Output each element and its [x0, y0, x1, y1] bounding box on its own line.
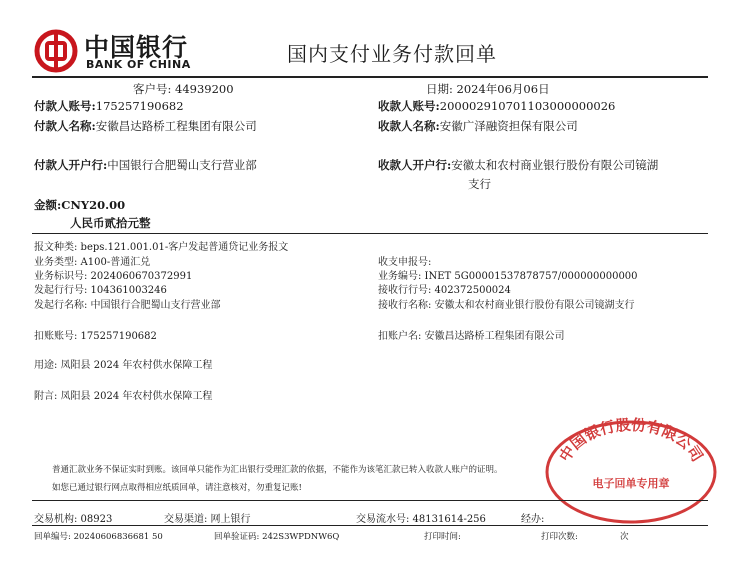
date-value: 2024年06月06日 — [456, 82, 550, 96]
debit-name: 扣账户名: 安徽昌达路桥工程集团有限公司 — [378, 331, 565, 342]
payer-bank — [34, 157, 257, 173]
footer-divider — [32, 500, 708, 501]
purpose: 用途: 凤阳县 2024 年农村供水保障工程 — [34, 360, 213, 371]
stamp-outer-text: 中国银行股份有限公司 — [555, 415, 707, 465]
payee-name-value: 安徽广泽融资担保有限公司 — [439, 119, 578, 133]
notice-line-1: 普通汇款业务不保证实时到账。该回单只能作为汇出银行受理汇款的依据，不能作为该笔汇款已转入收款人账户的证明。 — [52, 465, 503, 475]
payer-name-label: 付款人名称: — [34, 119, 96, 133]
payer-bank-label: 付款人开户行: — [34, 158, 108, 172]
biz-type: 业务类型: A100-普通汇兑 — [34, 257, 151, 268]
stamp-inner-text: 电子回单专用章 — [592, 477, 670, 490]
payee-name — [378, 118, 578, 134]
payer-account-label: 付款人账号: — [34, 99, 96, 113]
initiator-name: 发起行名称: 中国银行合肥蜀山支行营业部 — [34, 300, 221, 311]
payee-account-label: 收款人账号: — [378, 99, 440, 113]
handler: 经办: — [521, 514, 545, 525]
page-title: 国内支付业务付款回单 — [287, 42, 497, 66]
initiator-no: 发起行行号: 104361003246 — [34, 285, 167, 296]
mid-divider — [32, 233, 708, 234]
payee-bank-label: 收款人开户行: — [378, 158, 452, 172]
biz-no: 业务编号: INET 5G00001537878757/000000000000 — [378, 271, 638, 282]
footer-bottom-divider — [32, 525, 708, 526]
debit-account: 扣账账号: 175257190682 — [34, 331, 157, 342]
customer-no-value: 44939200 — [175, 82, 234, 96]
payee-name-label: 收款人名称: — [378, 119, 440, 133]
print-count-unit: 次 — [620, 532, 629, 542]
receiver-name: 接收行名称: 安徽太和农村商业银行股份有限公司镜湖支行 — [378, 300, 635, 311]
payer-name — [34, 118, 257, 134]
payer-account-value: 175257190682 — [95, 99, 184, 113]
notice-line-2: 如您已通过银行网点取得相应纸质回单，请注意核对，勿重复记账! — [52, 483, 302, 493]
amount-value: CNY20.00 — [61, 198, 126, 212]
amount — [34, 197, 125, 213]
amount-label: 金额: — [34, 198, 62, 212]
payee-bank — [378, 157, 658, 173]
top-divider — [32, 76, 708, 78]
msg-type: 报文种类: beps.121.001.01-客户发起普通贷记业务报文 — [34, 242, 289, 253]
bank-name-cn: 中国银行 — [84, 33, 189, 62]
trade-channel: 交易渠道: 网上银行 — [164, 514, 251, 525]
payee-account-value: 200002910701103000000026 — [439, 99, 616, 113]
customer-no-label: 客户号: — [133, 82, 172, 96]
boc-logo-icon — [34, 29, 78, 73]
amount-in-words: 人民币贰拾元整 — [70, 216, 151, 230]
receipt-report-no: 收支申报号: — [378, 257, 432, 268]
trade-serial: 交易流水号: 48131614-256 — [356, 514, 486, 525]
biz-id: 业务标识号: 2024060670372991 — [34, 271, 193, 282]
payer-bank-value: 中国银行合肥蜀山支行营业部 — [107, 158, 257, 172]
print-count: 打印次数: — [541, 532, 578, 542]
print-time: 打印时间: — [424, 532, 461, 542]
receiver-no: 接收行行号: 402372500024 — [378, 285, 511, 296]
official-stamp — [542, 414, 720, 526]
trade-org: 交易机构: 08923 — [34, 514, 113, 525]
date-label: 日期: — [426, 82, 453, 96]
payer-account — [34, 98, 184, 114]
bank-logo — [34, 26, 191, 76]
bank-name-en: BANK OF CHINA — [86, 58, 191, 71]
payee-account — [378, 98, 615, 114]
customer-no — [133, 81, 234, 97]
receipt-date — [426, 81, 550, 97]
payee-bank-line2: 支行 — [468, 177, 491, 191]
receipt-no: 回单编号: 20240606836681 50 — [34, 532, 163, 542]
postscript: 附言: 凤阳县 2024 年农村供水保障工程 — [34, 391, 213, 402]
verify-code: 回单验证码: 242S3WPDNW6Q — [214, 532, 340, 542]
payer-name-value: 安徽昌达路桥工程集团有限公司 — [95, 119, 257, 133]
payee-bank-value-line1: 安徽太和农村商业银行股份有限公司镜湖 — [451, 158, 659, 172]
